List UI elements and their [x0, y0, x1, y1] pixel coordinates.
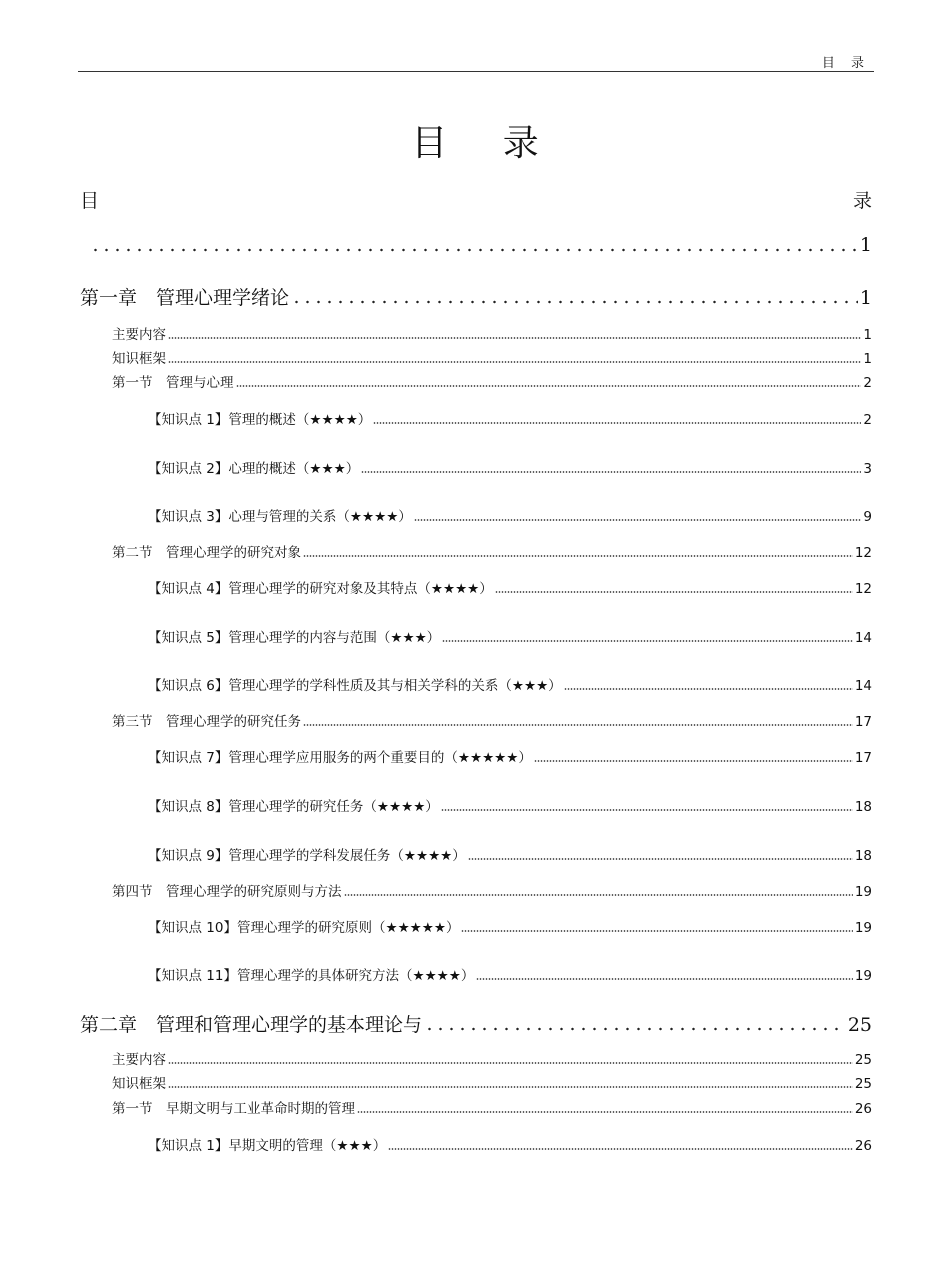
toc-leader [461, 930, 852, 932]
toc-entry[interactable] [112, 347, 872, 367]
toc-entry-text: 第四节 管理心理学的研究原则与方法 [112, 884, 342, 900]
toc-leader [303, 555, 853, 557]
header-rule [78, 71, 874, 72]
toc-leader [168, 337, 861, 339]
toc-leader [168, 361, 861, 363]
toc-entry-chapter[interactable] [80, 1010, 872, 1037]
toc-entry-text: 第三节 管理心理学的研究任务 [112, 714, 301, 730]
toc-leader [388, 1148, 853, 1150]
toc-page-number: 18 [854, 848, 872, 864]
toc-entry-knowledge-point[interactable] [148, 964, 872, 984]
toc-entry-knowledge-point[interactable] [148, 408, 872, 428]
toc-leader [344, 894, 853, 896]
toc-leader [291, 300, 858, 304]
toc-page-number: 12 [854, 581, 872, 597]
toc-entry-text: 【知识点 1】管理的概述（★★★★） [148, 412, 372, 428]
toc-leader [414, 519, 862, 521]
toc-leader [373, 422, 861, 424]
toc-page-number: 19 [854, 920, 872, 936]
toc-entry-text: 第一节 早期文明与工业革命时期的管理 [112, 1101, 355, 1117]
toc-entry-text: 主要内容 [112, 327, 166, 343]
toc-leader [168, 1086, 853, 1088]
toc-page-number: 25 [847, 1014, 872, 1036]
toc-page-number: 25 [854, 1052, 872, 1068]
toc-entry-knowledge-point[interactable] [148, 626, 872, 646]
toc-leader [424, 1027, 846, 1031]
toc-page-number: 19 [854, 884, 872, 900]
toc-entry-text: 【知识点 1】早期文明的管理（★★★） [148, 1138, 387, 1154]
toc-page-number: 1 [859, 234, 872, 256]
toc-entry-knowledge-point[interactable] [148, 577, 872, 597]
toc-leader [168, 1062, 853, 1064]
toc-entry-knowledge-point[interactable] [148, 1134, 872, 1154]
toc-page-number: 25 [854, 1076, 872, 1092]
toc-page-number: 18 [854, 799, 872, 815]
toc-leader [303, 724, 853, 726]
toc-leader [468, 858, 853, 860]
toc-page-number: 2 [863, 412, 872, 428]
toc-entry[interactable] [112, 1072, 872, 1092]
toc-page-number: 1 [863, 327, 872, 343]
toc-entry-text: 【知识点 7】管理心理学应用服务的两个重要目的（★★★★★） [148, 750, 532, 766]
toc-page-number: 1 [863, 351, 872, 367]
toc-heading-leader-row[interactable] [88, 234, 872, 256]
toc-leader [236, 385, 862, 387]
toc-leader [361, 471, 861, 473]
toc-entry-text: 第一节 管理与心理 [112, 375, 234, 391]
toc-entry-knowledge-point[interactable] [148, 746, 872, 766]
toc-page-number: 17 [854, 750, 872, 766]
toc-entry-section[interactable] [112, 541, 872, 561]
toc-entry-section[interactable] [112, 371, 872, 391]
toc-entry[interactable] [112, 323, 872, 343]
toc-entry-text: 【知识点 9】管理心理学的学科发展任务（★★★★） [148, 848, 466, 864]
running-header: 目 录 [821, 56, 870, 71]
toc-entry-text: 【知识点 8】管理心理学的研究任务（★★★★） [148, 799, 439, 815]
toc-leader [495, 591, 853, 593]
toc-entry-knowledge-point[interactable] [148, 916, 872, 936]
toc-page-number: 26 [854, 1101, 872, 1117]
toc-heading-right: 录 [852, 190, 872, 212]
toc-page-number: 14 [854, 630, 872, 646]
toc-entry-text: 【知识点 11】管理心理学的具体研究方法（★★★★） [148, 968, 475, 984]
toc-leader [476, 978, 852, 980]
toc-leader [564, 688, 853, 690]
toc-page-number: 12 [854, 545, 872, 561]
toc-entry-text: 【知识点 2】心理的概述（★★★） [148, 461, 360, 477]
toc-page-number: 26 [854, 1138, 872, 1154]
toc-entry-text: 第二节 管理心理学的研究对象 [112, 545, 301, 561]
toc-page-number: 14 [854, 678, 872, 694]
toc-page-number: 19 [854, 968, 872, 984]
toc-leader [442, 640, 853, 642]
toc-entry-text: 【知识点 5】管理心理学的内容与范围（★★★） [148, 630, 441, 646]
toc-page-number: 9 [863, 509, 872, 525]
toc-entry-chapter[interactable] [80, 283, 872, 310]
toc-entry-text: 知识框架 [112, 1076, 166, 1092]
toc-entry-text: 第二章 管理和管理心理学的基本理论与 [80, 1014, 423, 1036]
toc-leader [534, 760, 853, 762]
toc-page-number: 1 [859, 287, 872, 309]
toc-page-number: 17 [854, 714, 872, 730]
toc-entry-knowledge-point[interactable] [148, 457, 872, 477]
toc-entry-text: 【知识点 10】管理心理学的研究原则（★★★★★） [148, 920, 460, 936]
toc-entry-text: 主要内容 [112, 1052, 166, 1068]
toc-entry-knowledge-point[interactable] [148, 795, 872, 815]
toc-leader [357, 1111, 853, 1113]
toc-entry-knowledge-point[interactable] [148, 505, 872, 525]
toc-entry-section[interactable] [112, 1097, 872, 1117]
toc-heading-left: 目 [80, 190, 100, 212]
toc-entry[interactable] [112, 1048, 872, 1068]
toc-entry-text: 【知识点 6】管理心理学的学科性质及其与相关学科的关系（★★★） [148, 678, 562, 694]
toc-page-number: 2 [863, 375, 872, 391]
toc-page-number: 3 [863, 461, 872, 477]
toc-entry-knowledge-point[interactable] [148, 674, 872, 694]
toc-leader [441, 809, 853, 811]
page-title: 目 录 [411, 123, 561, 164]
toc-entry-text: 第一章 管理心理学绪论 [80, 287, 290, 309]
toc-entry-text: 【知识点 3】心理与管理的关系（★★★★） [148, 509, 412, 525]
toc-entry-knowledge-point[interactable] [148, 844, 872, 864]
toc-leader [90, 248, 858, 252]
toc-entry-section[interactable] [112, 710, 872, 730]
toc-entry-text: 【知识点 4】管理心理学的研究对象及其特点（★★★★） [148, 581, 493, 597]
toc-entry-section[interactable] [112, 880, 872, 900]
toc-entry-text: 知识框架 [112, 351, 166, 367]
